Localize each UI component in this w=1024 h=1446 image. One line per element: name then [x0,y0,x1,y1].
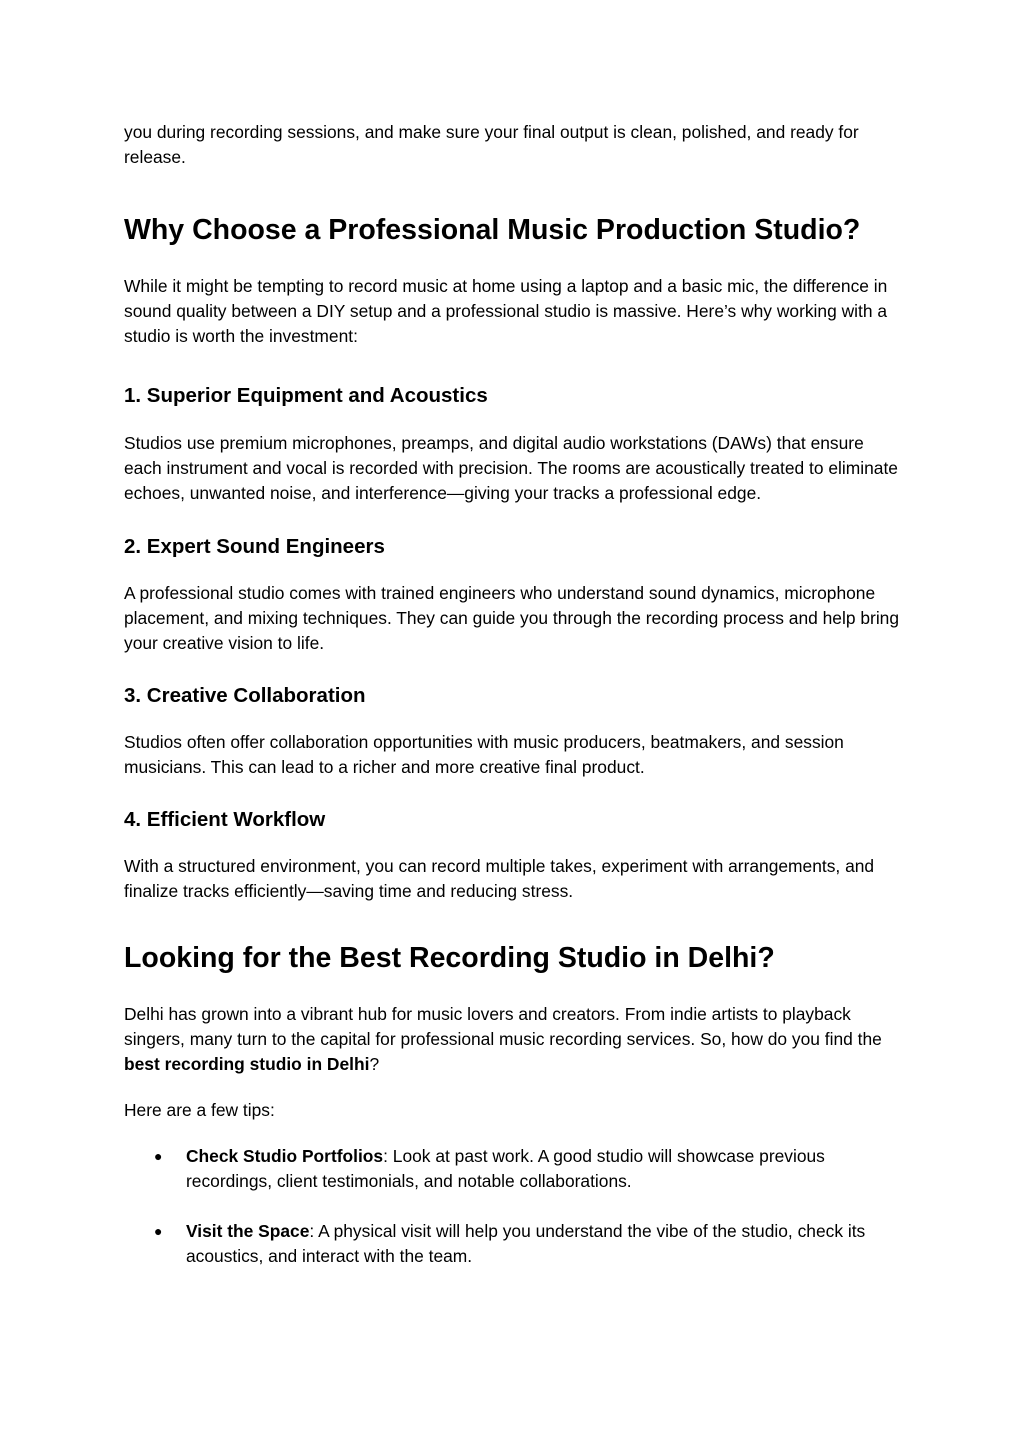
subheading-collaboration: 3. Creative Collaboration [124,684,366,707]
tip-title: Visit the Space [186,1221,310,1241]
tip-text: : Look at past work. A good studio will showcase previous recordings, client testimonials, and notable collaborations. [186,1146,825,1191]
subheading-engineers: 2. Expert Sound Engineers [124,535,385,558]
paragraph-bold-keyword: best recording studio in Delhi [124,1054,370,1074]
section-heading-why-choose: Why Choose a Professional Music Production Studio? [124,214,861,246]
paragraph-equipment: Studios use premium microphones, preamps, and digital audio workstations (DAWs) that ensure each instrument and vocal is recorded with precision. The rooms are acoustically treated to eliminate echoes, unwanted noise, and interference—giving your tracks a professional edge. [124,433,898,503]
paragraph-text-end: ? [369,1054,380,1074]
intro-paragraph: you during recording sessions, and make sure your final output is clean, polished, and ready for release. [124,122,859,167]
tip-title: Check Studio Portfolios [186,1146,384,1166]
bullet-icon: ● [154,1148,163,1164]
document-page [124,120,904,1269]
tips-list [124,1144,904,1269]
tips-intro: Here are a few tips: [124,1100,275,1120]
subheading-equipment: 1. Superior Equipment and Acoustics [124,384,488,407]
section-paragraph-best-studio [124,1002,904,1077]
paragraph-text-start: Delhi has grown into a vibrant hub for music lovers and creators. From indie artists to playback singers, many turn to the capital for professional music recording services. So, how do you find the [124,1004,882,1049]
list-item [124,1219,904,1269]
section-paragraph-why-choose: While it might be tempting to record music at home using a laptop and a basic mic, the difference in sound quality between a DIY setup and a professional studio is massive. Here’s why working with a studio is worth the investment: [124,276,888,346]
bullet-icon: ● [154,1223,163,1239]
paragraph-engineers: A professional studio comes with trained engineers who understand sound dynamics, microphone placement, and mixing techniques. They can guide you through the recording process and help bring your creative vision to life. [124,583,900,653]
subheading-workflow: 4. Efficient Workflow [124,808,326,831]
tip-text: : A physical visit will help you understand the vibe of the studio, check its acoustics, and interact with the team. [186,1221,866,1266]
paragraph-collaboration: Studios often offer collaboration opportunities with music producers, beatmakers, and session musicians. This can lead to a richer and more creative final product. [124,732,844,777]
section-heading-best-studio: Looking for the Best Recording Studio in Delhi? [124,942,775,974]
list-item [124,1144,904,1194]
paragraph-workflow: With a structured environment, you can record multiple takes, experiment with arrangements, and finalize tracks efficiently—saving time and reducing stress. [124,856,875,901]
